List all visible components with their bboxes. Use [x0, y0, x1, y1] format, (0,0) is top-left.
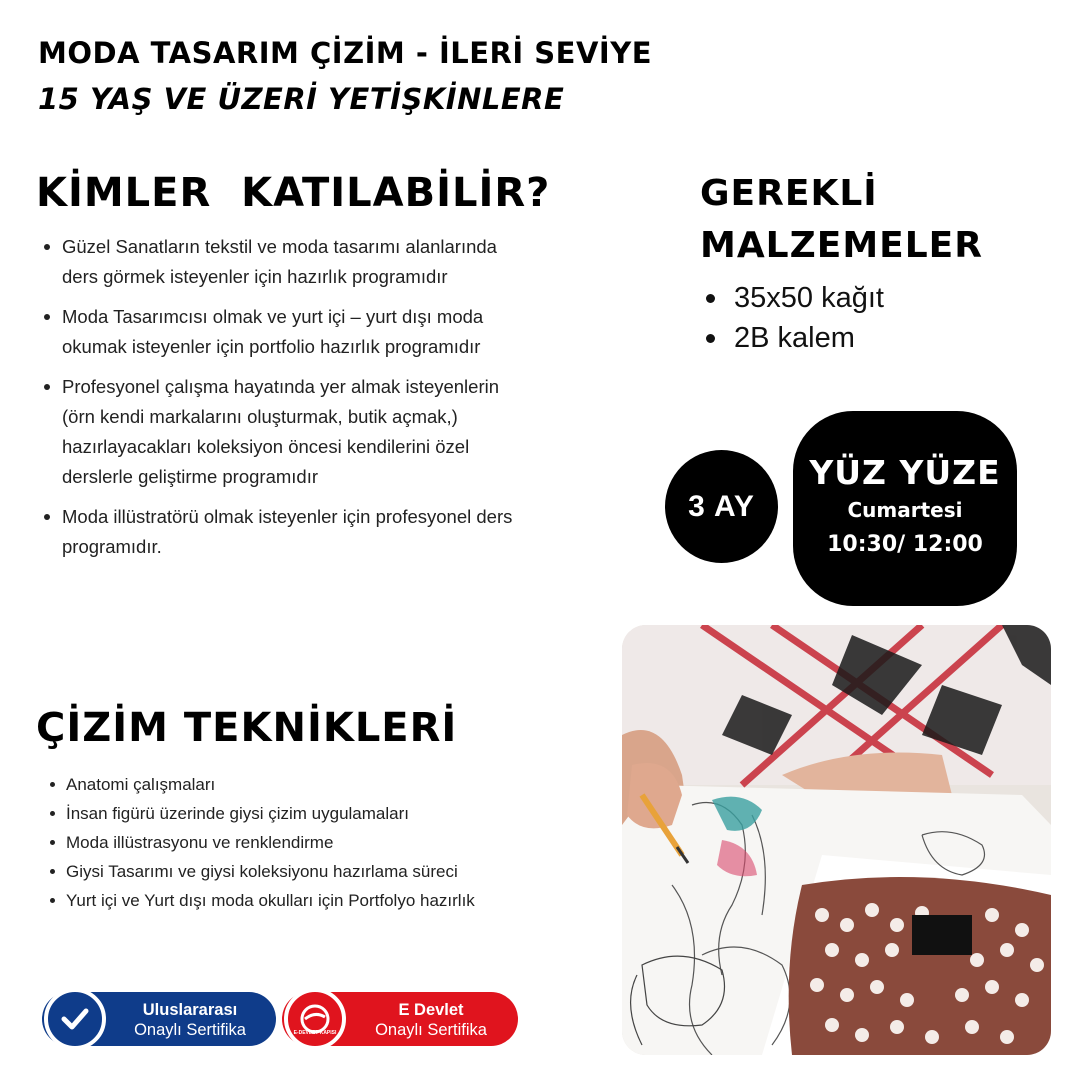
duration-badge: 3 AY: [665, 450, 778, 563]
who-can-join-heading: KİMLER KATILABİLİR?: [36, 170, 551, 216]
materials-heading: GEREKLİ MALZEMELER: [700, 173, 983, 266]
list-item: Profesyonel çalışma hayatında yer almak isteyenlerin (örn kendi markalarını oluşturmak, butik açmak,) hazırlayacakları koleksiyon öncesi kendilerini özel derslerle geliştirme programıdır: [42, 372, 522, 492]
page-title: MODA TASARIM ÇİZİM - İLERİ SEVİYE: [38, 36, 653, 70]
list-item: Moda illüstratörü olmak isteyenler için profesyonel ders programıdır.: [42, 502, 522, 562]
checkmark-icon: [44, 988, 106, 1050]
schedule-mode: YÜZ YÜZE: [809, 453, 1001, 492]
list-item: Anatomi çalışmaları: [48, 770, 568, 799]
intl-badge-line1: Uluslararası: [142, 1001, 238, 1019]
schedule-badge: [793, 411, 1017, 606]
techniques-heading: ÇİZİM TEKNİKLERİ: [36, 705, 458, 751]
drawing-photo: [622, 625, 1051, 1055]
list-item: Yurt içi ve Yurt dışı moda okulları için Portfolyo hazırlık: [48, 886, 568, 915]
edevlet-logo-text: E-DEVLET KAPISI: [293, 1030, 337, 1036]
list-item: Moda Tasarımcısı olmak ve yurt içi – yurt dışı moda okumak isteyenler için portfolio hazırlık programıdır: [42, 302, 522, 362]
schedule-day: Cumartesi: [847, 498, 963, 522]
list-item: 2B kalem: [704, 318, 884, 358]
materials-list: [704, 278, 884, 358]
list-item: Giysi Tasarımı ve giysi koleksiyonu hazırlama süreci: [48, 857, 568, 886]
page-subtitle: 15 YAŞ VE ÜZERİ YETİŞKİNLERE: [38, 82, 565, 116]
drawing-photo-illustration: [622, 625, 1051, 1055]
edevlet-certificate-badge: [282, 992, 518, 1046]
techniques-list: [48, 770, 568, 915]
list-item: İnsan figürü üzerinde giysi çizim uygulamaları: [48, 799, 568, 828]
list-item: 35x50 kağıt: [704, 278, 884, 318]
list-item: Moda illüstrasyonu ve renklendirme: [48, 828, 568, 857]
list-item: Güzel Sanatların tekstil ve moda tasarımı alanlarında ders görmek isteyenler için hazırlık programıdır: [42, 232, 522, 292]
edevlet-badge-line2: Onaylı Sertifika: [375, 1021, 487, 1039]
who-can-join-list: [42, 232, 522, 572]
schedule-time: 10:30/ 12:00: [827, 532, 983, 557]
edevlet-logo-icon: [284, 988, 346, 1050]
intl-badge-line2: Onaylı Sertifika: [134, 1021, 246, 1039]
edevlet-badge-line1: E Devlet: [398, 1001, 464, 1019]
intl-certificate-badge: [42, 992, 276, 1046]
